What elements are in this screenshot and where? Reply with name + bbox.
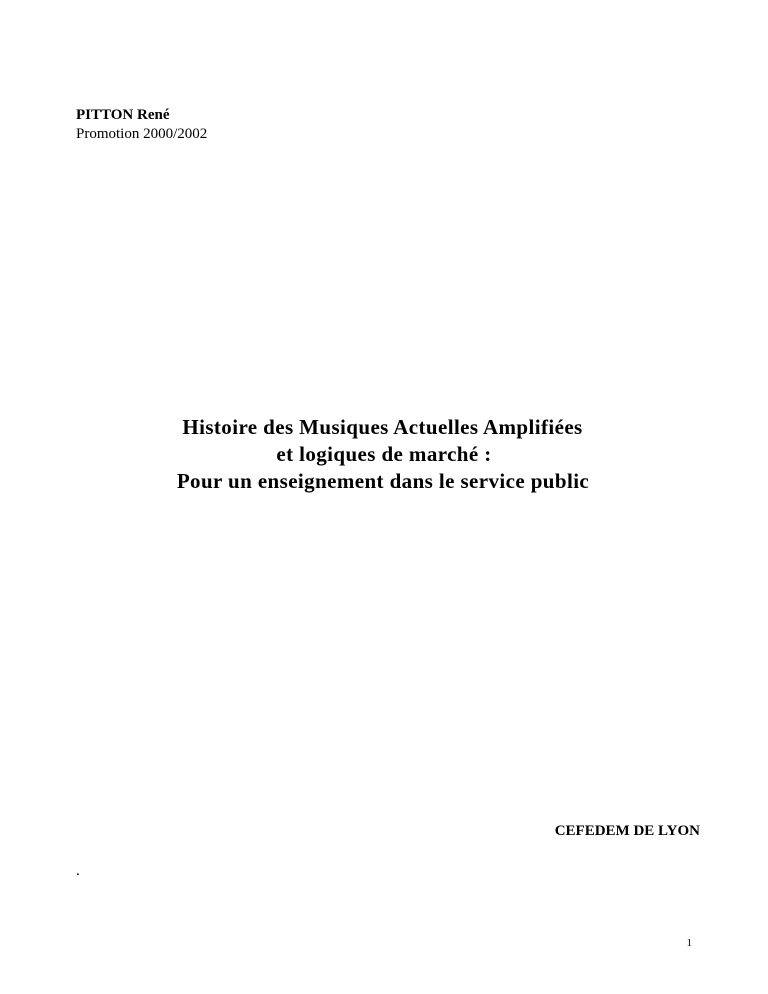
- title-line-3: Pour un enseignement dans le service public: [176, 469, 590, 493]
- page-number: 1: [686, 937, 692, 949]
- title-line-2: et logiques de marché :: [276, 442, 492, 466]
- stray-mark: .: [76, 863, 80, 879]
- institution-name: CEFEDEM DE LYON: [554, 823, 700, 839]
- author-block: [76, 106, 207, 144]
- author-name: PITTON René: [76, 107, 170, 123]
- title-line-1: Histoire des Musiques Actuelles Amplifiées: [182, 415, 583, 439]
- promotion-year: Promotion 2000/2002: [76, 126, 208, 142]
- document-title: [0, 414, 768, 495]
